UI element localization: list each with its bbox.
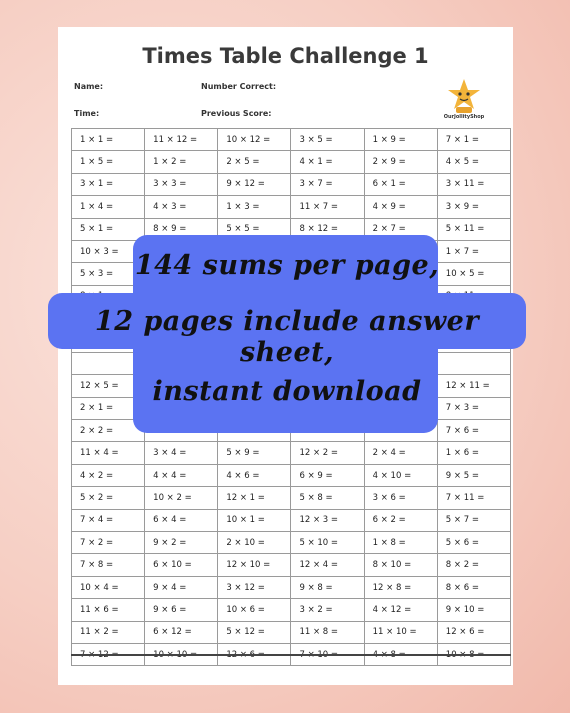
sum-cell: 9 × 2 = — [145, 532, 218, 554]
sum-cell: 4 × 6 = — [218, 464, 291, 486]
sum-cell: 4 × 10 = — [364, 464, 437, 486]
sum-cell: 8 × 2 = — [437, 554, 510, 576]
sum-cell: 9 × 4 = — [145, 576, 218, 598]
sum-cell: 8 × 9 = — [145, 218, 218, 240]
sum-cell: 2 × 7 = — [364, 218, 437, 240]
table-row — [72, 129, 511, 151]
sum-cell: 11 × 10 = — [364, 621, 437, 643]
sum-cell: 3 × 7 = — [291, 173, 364, 195]
table-row — [72, 621, 511, 643]
sum-cell: 2 × 1 = — [72, 397, 145, 419]
number-correct-label: Number Correct: — [201, 82, 277, 91]
sum-cell: 3 × 4 = — [145, 442, 218, 464]
sum-cell: 1 × 3 = — [218, 196, 291, 218]
sum-cell: 9 × 6 = — [145, 599, 218, 621]
table-row — [72, 196, 511, 218]
sum-cell: 8 × 10 = — [364, 554, 437, 576]
table-row — [72, 532, 511, 554]
table-row — [72, 151, 511, 173]
sum-cell: 10 × 4 = — [72, 576, 145, 598]
sum-cell: 5 × 6 = — [437, 532, 510, 554]
sum-cell: 5 × 9 = — [218, 442, 291, 464]
sum-cell: 1 × 2 = — [145, 151, 218, 173]
sum-cell: 4 × 3 = — [145, 196, 218, 218]
sum-cell: 5 × 12 = — [218, 621, 291, 643]
sum-cell: 1 × 9 = — [364, 129, 437, 151]
sum-cell: 6 × 12 = — [145, 621, 218, 643]
sum-cell: 12 × 3 = — [291, 509, 364, 531]
sum-cell: 11 × 8 = — [291, 621, 364, 643]
sum-cell: 3 × 12 = — [218, 576, 291, 598]
sum-cell: 11 × 4 = — [72, 442, 145, 464]
sum-cell: 2 × 9 = — [364, 151, 437, 173]
sum-cell: 3 × 9 = — [437, 196, 510, 218]
sum-cell: 1 × 6 = — [437, 442, 510, 464]
sum-cell: 9 × 10 = — [437, 599, 510, 621]
sum-cell: 11 × 2 = — [72, 621, 145, 643]
sum-cell: 9 × 12 = — [218, 173, 291, 195]
sum-cell: 12 × 6 = — [437, 621, 510, 643]
sum-cell: 6 × 10 = — [145, 554, 218, 576]
sum-cell: 1 × 8 = — [364, 532, 437, 554]
sum-cell: 5 × 11 = — [437, 218, 510, 240]
sum-cell: 12 × 11 = — [437, 375, 510, 397]
sum-cell: 6 × 4 = — [145, 509, 218, 531]
sum-cell: 3 × 11 = — [437, 173, 510, 195]
sum-cell: 4 × 12 = — [364, 599, 437, 621]
sum-cell: 7 × 11 = — [437, 487, 510, 509]
sum-cell: 5 × 5 = — [218, 218, 291, 240]
sum-cell: 7 × 8 = — [72, 554, 145, 576]
sum-cell: 3 × 2 = — [291, 599, 364, 621]
sum-cell: 3 × 3 = — [145, 173, 218, 195]
worksheet-title: Times Table Challenge 1 — [142, 44, 429, 68]
sum-cell: 10 × 12 = — [218, 129, 291, 151]
sum-cell: 3 × 1 = — [72, 173, 145, 195]
sum-cell: 10 × 3 = — [72, 240, 145, 262]
sum-cell: 3 × 5 = — [291, 129, 364, 151]
table-row — [72, 487, 511, 509]
sum-cell: 6 × 9 = — [291, 464, 364, 486]
sum-cell: 10 × 6 = — [218, 599, 291, 621]
sum-cell: 5 × 7 = — [437, 509, 510, 531]
time-label: Time: — [74, 109, 100, 118]
sum-cell: 1 × 4 = — [72, 196, 145, 218]
sum-cell: 5 × 1 = — [72, 218, 145, 240]
sum-cell: 4 × 9 = — [364, 196, 437, 218]
table-row — [72, 173, 511, 195]
sum-cell: 12 × 4 = — [291, 554, 364, 576]
name-label: Name: — [74, 82, 104, 91]
table-row — [72, 464, 511, 486]
sum-cell: 11 × 7 = — [291, 196, 364, 218]
table-row — [72, 554, 511, 576]
sum-cell: 1 × 1 = — [72, 129, 145, 151]
sum-cell: 8 × 12 = — [291, 218, 364, 240]
sum-cell: 12 × 10 = — [218, 554, 291, 576]
sum-cell: 2 × 5 = — [218, 151, 291, 173]
sum-cell: 5 × 10 = — [291, 532, 364, 554]
sum-cell: 4 × 1 = — [291, 151, 364, 173]
sum-cell: 4 × 5 = — [437, 151, 510, 173]
sum-cell: 12 × 2 = — [291, 442, 364, 464]
sum-cell: 2 × 4 = — [364, 442, 437, 464]
sum-cell: 7 × 4 = — [72, 509, 145, 531]
previous-score-label: Previous Score: — [201, 109, 272, 118]
sum-cell: 11 × 12 = — [145, 129, 218, 151]
table-row — [72, 576, 511, 598]
sum-cell: 12 × 1 = — [218, 487, 291, 509]
sum-cell: 4 × 2 = — [72, 464, 145, 486]
sum-cell: 12 × 8 = — [364, 576, 437, 598]
sum-cell: 11 × 6 = — [72, 599, 145, 621]
sum-cell: 7 × 3 = — [437, 397, 510, 419]
sum-cell: 7 × 2 = — [72, 532, 145, 554]
sum-cell: 10 × 2 = — [145, 487, 218, 509]
sum-cell: 4 × 4 = — [145, 464, 218, 486]
sum-cell: 8 × 6 = — [437, 576, 510, 598]
banner-line-3: instant download — [152, 376, 422, 407]
banner-line-2: 12 pages include answer sheet, — [94, 306, 480, 368]
sum-cell: 6 × 1 = — [364, 173, 437, 195]
sum-cell: 5 × 2 = — [72, 487, 145, 509]
sum-cell: 7 × 1 = — [437, 129, 510, 151]
sum-cell: 5 × 8 = — [291, 487, 364, 509]
sum-cell: 10 × 5 = — [437, 263, 510, 285]
bottom-rule — [71, 654, 511, 656]
sum-cell: 9 × 5 = — [437, 464, 510, 486]
sum-cell: 2 × 10 = — [218, 532, 291, 554]
sum-cell: 7 × 6 = — [437, 420, 510, 442]
sum-cell: 1 × 7 = — [437, 240, 510, 262]
table-row — [72, 509, 511, 531]
sum-cell: 10 × 1 = — [218, 509, 291, 531]
sum-cell: 2 × 2 = — [72, 420, 145, 442]
sum-cell: 1 × 5 = — [72, 151, 145, 173]
sum-cell: 6 × 2 = — [364, 509, 437, 531]
sum-cell: 5 × 3 = — [72, 263, 145, 285]
sum-cell: 3 × 6 = — [364, 487, 437, 509]
table-row — [72, 442, 511, 464]
sum-cell: 12 × 5 = — [72, 375, 145, 397]
sum-cell: 9 × 8 = — [291, 576, 364, 598]
table-row — [72, 599, 511, 621]
logo-text: OurJollityShop — [443, 114, 485, 120]
banner-line-1: 144 sums per page, — [134, 250, 440, 281]
